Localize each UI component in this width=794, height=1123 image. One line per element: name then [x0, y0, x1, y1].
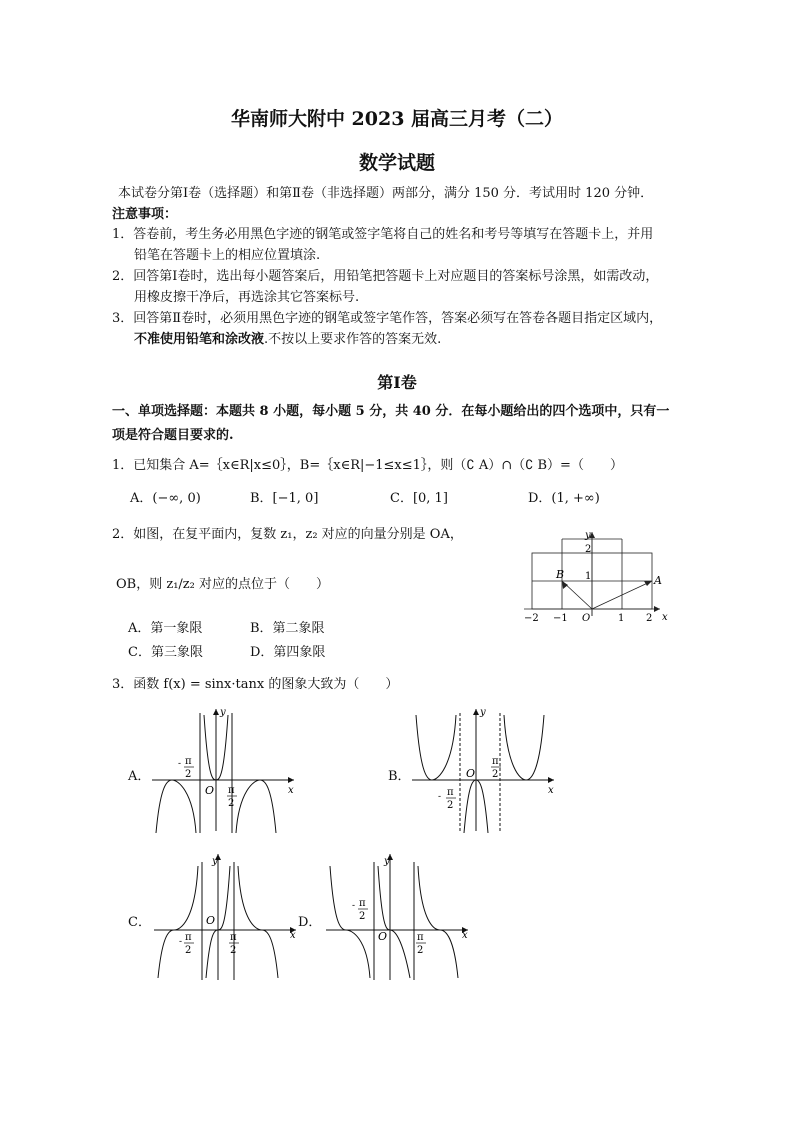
section-heading-line2: 项是符合题目要求的.	[112, 428, 234, 443]
svg-text:2: 2	[185, 945, 192, 956]
svg-text:π: π	[492, 756, 499, 767]
q1-option-d: D．(1, +∞)	[528, 491, 600, 506]
svg-text:2: 2	[228, 798, 235, 809]
q1-stem: 1．已知集合 A=｛x∈R|x≤0｝，B=｛x∈R|−1≤x≤1｝，则（∁ A）∩（∁ B）=（ ）	[112, 458, 623, 473]
q3-option-b-label: B．	[388, 769, 411, 784]
page-subtitle: 数学试题	[358, 152, 435, 174]
svg-text:x: x	[290, 930, 296, 941]
section-title: 第Ⅰ卷	[377, 373, 417, 392]
exam-intro: 本试卷分第Ⅰ卷（选择题）和第Ⅱ卷（非选择题）两部分，满分 150 分．考试用时 120 分钟．	[118, 186, 654, 201]
tick-y1: 1	[585, 571, 592, 582]
svg-text:-: -	[352, 901, 356, 911]
label-a: A	[654, 574, 662, 587]
q2-option-c: C．第三象限	[128, 645, 203, 660]
q3-option-d-label: D．	[298, 915, 322, 930]
note-1-line2: 铅笔在答题卡上的相应位置填涂.	[134, 248, 321, 263]
notes-heading: 注意事项：	[112, 207, 178, 222]
q2-stem: 2．如图，在复平面内，复数 z₁，z₂ 对应的向量分别是 OA，	[112, 527, 463, 542]
section-heading-line1: 一、单项选择题：本题共 8 小题，每小题 5 分，共 40 分．在每小题给出的四个选项中，只有一	[112, 404, 670, 419]
svg-text:O: O	[205, 784, 215, 797]
svg-text:π: π	[185, 932, 192, 943]
q1-option-b: B．[−1, 0]	[250, 491, 319, 506]
q1-option-a: A．(−∞, 0)	[130, 491, 201, 506]
arrow-b	[562, 581, 568, 589]
svg-text:-: -	[438, 792, 442, 802]
tick-minus2: −2	[524, 613, 539, 624]
svg-text:-: -	[178, 759, 182, 769]
svg-text:y: y	[384, 856, 390, 867]
label-b: B	[556, 568, 565, 581]
note-3-line1: 3．回答第Ⅱ卷时，必须用黑色字迹的钢笔或签字笔作答，答案必须写在答卷各题目指定区域内，	[112, 311, 663, 326]
q3-stem: 3．函数 f(x) = sinx·tanx 的图象大致为（ ）	[112, 677, 399, 692]
tick-1: 1	[618, 613, 625, 624]
svg-text:2: 2	[230, 945, 237, 956]
note-1-line1: 1．答卷前，考生务必用黑色字迹的钢笔或签字笔将自己的姓名和考号等填写在答题卡上，并用	[112, 227, 654, 242]
svg-text:π: π	[359, 898, 366, 909]
note-3-line2	[134, 328, 441, 347]
svg-text:-: -	[179, 937, 183, 947]
tick-minus1: −1	[553, 613, 568, 624]
q2-option-a: A．第一象限	[128, 621, 203, 636]
svg-text:2: 2	[185, 769, 192, 780]
note-3-bold: 不准使用铅笔和涂改液	[134, 332, 265, 347]
svg-text:O: O	[378, 930, 388, 943]
label-x: x	[662, 612, 668, 623]
svg-text:2: 2	[447, 800, 454, 811]
svg-text:O: O	[466, 767, 476, 780]
q3-graph-a	[148, 705, 298, 835]
svg-text:x: x	[462, 930, 468, 941]
arrow-a	[644, 581, 652, 586]
svg-text:π: π	[185, 756, 192, 767]
tick-y2: 2	[585, 544, 592, 555]
svg-text:x: x	[548, 785, 554, 796]
q3-graph-d	[322, 850, 472, 982]
q2-complex-plane-figure	[520, 528, 680, 628]
note-2-line2: 用橡皮擦干净后，再选涂其它答案标号.	[134, 290, 360, 305]
q1-option-c: C．[0, 1]	[390, 491, 448, 506]
label-y: y	[585, 530, 591, 541]
svg-text:O: O	[206, 914, 216, 927]
q2-option-b: B．第二象限	[250, 621, 325, 636]
svg-text:π: π	[230, 932, 237, 943]
q3-graph-b	[408, 705, 558, 835]
svg-text:2: 2	[492, 769, 499, 780]
q3-graph-c	[150, 850, 300, 982]
tick-origin: O	[582, 613, 591, 624]
page-title: 华南师大附中 2023 届高三月考（二）	[230, 108, 564, 130]
q3-option-c-label: C．	[128, 915, 151, 930]
svg-text:π: π	[447, 787, 454, 798]
svg-text:2: 2	[359, 911, 366, 922]
note-3-rest: .不按以上要求作答的答案无效.	[264, 332, 442, 347]
svg-text:y: y	[212, 856, 218, 867]
tick-2: 2	[646, 613, 653, 624]
q3-option-a-label: A．	[128, 769, 151, 784]
q2-stem-2: OB，则 z₁/z₂ 对应的点位于（ ）	[116, 577, 329, 592]
q2-option-d: D．第四象限	[250, 645, 326, 660]
svg-text:π: π	[228, 785, 235, 796]
svg-text:π: π	[417, 932, 424, 943]
note-2-line1: 2．回答第Ⅰ卷时，选出每小题答案后，用铅笔把答题卡上对应题目的答案标号涂黑，如需改动，	[112, 269, 659, 284]
svg-text:y: y	[220, 707, 226, 718]
svg-text:y: y	[480, 707, 486, 718]
svg-text:x: x	[288, 785, 294, 796]
svg-text:2: 2	[417, 945, 424, 956]
